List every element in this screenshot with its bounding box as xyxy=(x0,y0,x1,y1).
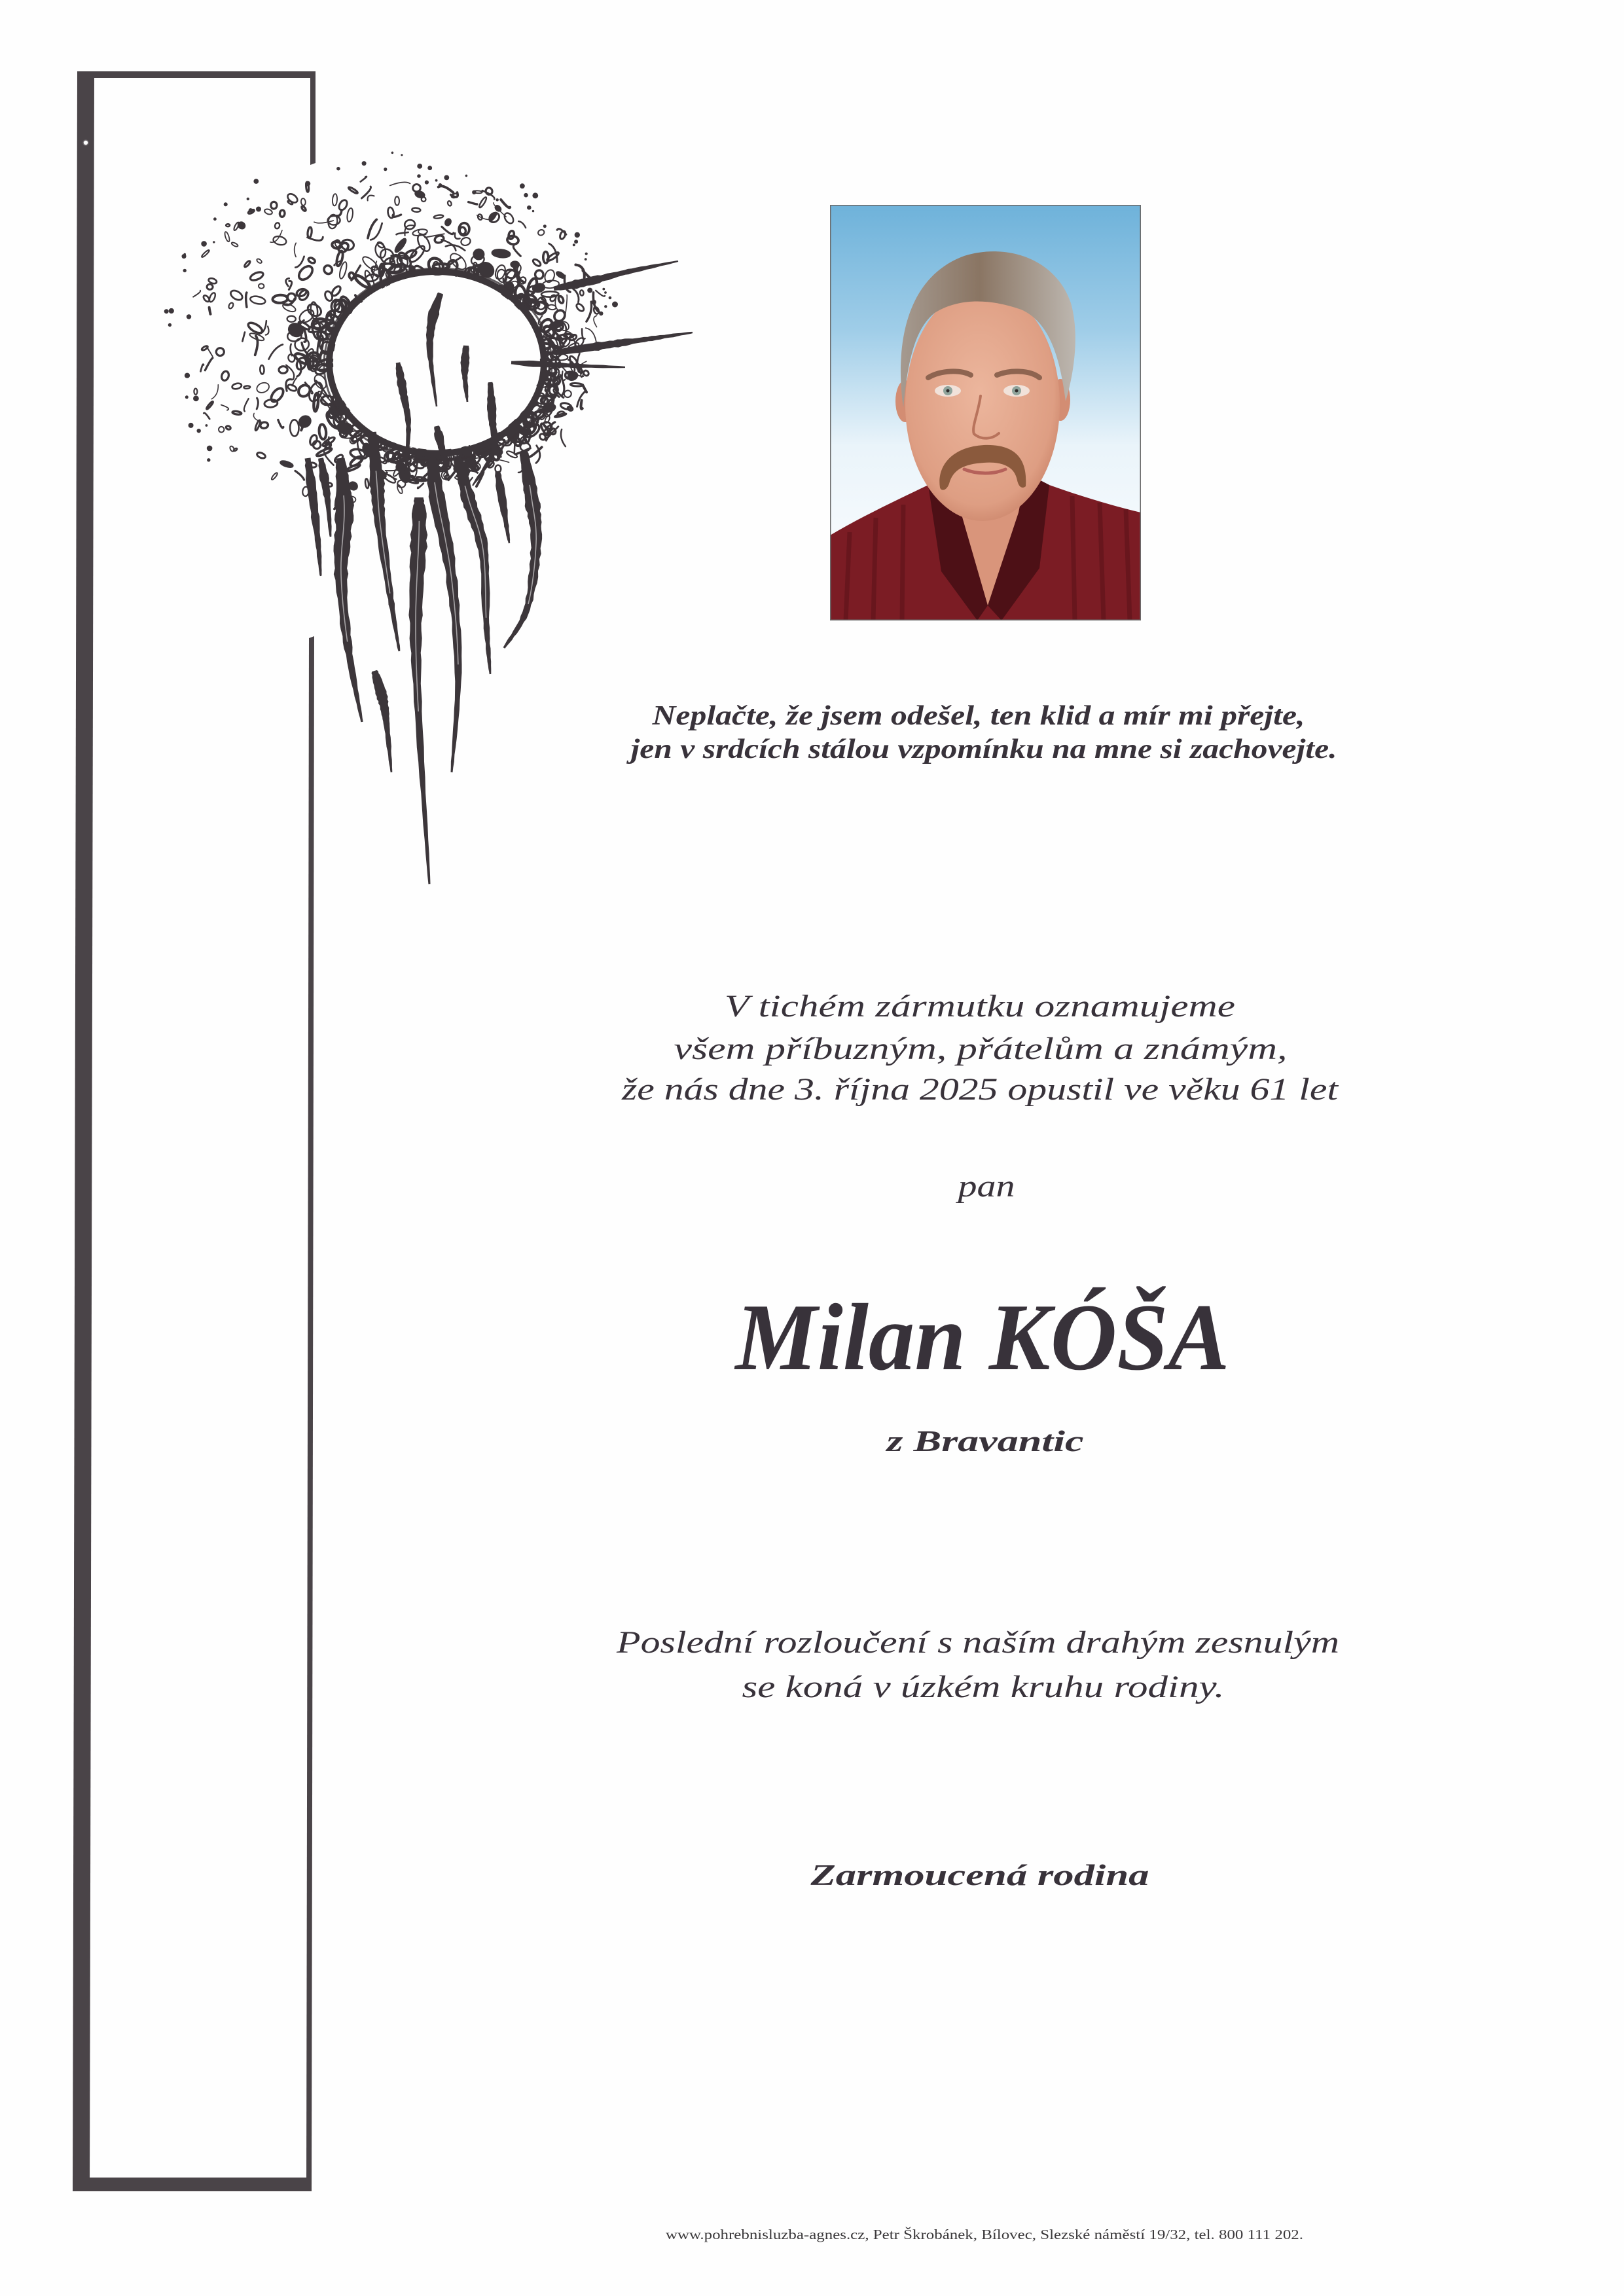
frame-bottom-bar xyxy=(73,2178,312,2191)
announcement-line-1: V tichém zármutku oznamujeme xyxy=(725,989,1235,1024)
frame-top-bar xyxy=(77,71,316,78)
punch-hole-mark xyxy=(83,140,88,145)
announcement-line-2: všem příbuzným, přátelům a známým, xyxy=(674,1031,1288,1066)
quote-line-2: jen v srdcích stálou vzpomínku na mne si zachovejte. xyxy=(626,734,1337,764)
family-signature: Zarmoucená rodina xyxy=(810,1858,1149,1892)
portrait-photo xyxy=(830,205,1141,620)
deceased-name: Milan KÓŠA xyxy=(734,1284,1230,1390)
eye-left xyxy=(935,385,961,397)
farewell-line-1: Poslední rozloučení s naším drahým zesnulým xyxy=(615,1625,1340,1660)
frame-right-upper xyxy=(310,71,316,165)
announcement-line-3: že nás dne 3. října 2025 opustil ve věku 61 let xyxy=(621,1072,1340,1107)
quote-line-1: Neplačte, že jsem odešel, ten klid a mír mi přejte, xyxy=(651,701,1305,731)
farewell-line-2: se koná v úzkém kruhu rodiny. xyxy=(742,1670,1225,1704)
announcement-block xyxy=(621,989,1339,1107)
eye-right xyxy=(1003,385,1030,397)
funeral-service-footer: www.pohrebnisluzba-agnes.cz, Petr Škrobánek, Bílovec, Slezské náměstí 19/32, tel. 800 111 202. xyxy=(666,2227,1303,2242)
salutation: pan xyxy=(955,1169,1015,1204)
deceased-origin: z Bravantic xyxy=(884,1425,1084,1458)
face xyxy=(905,288,1060,521)
